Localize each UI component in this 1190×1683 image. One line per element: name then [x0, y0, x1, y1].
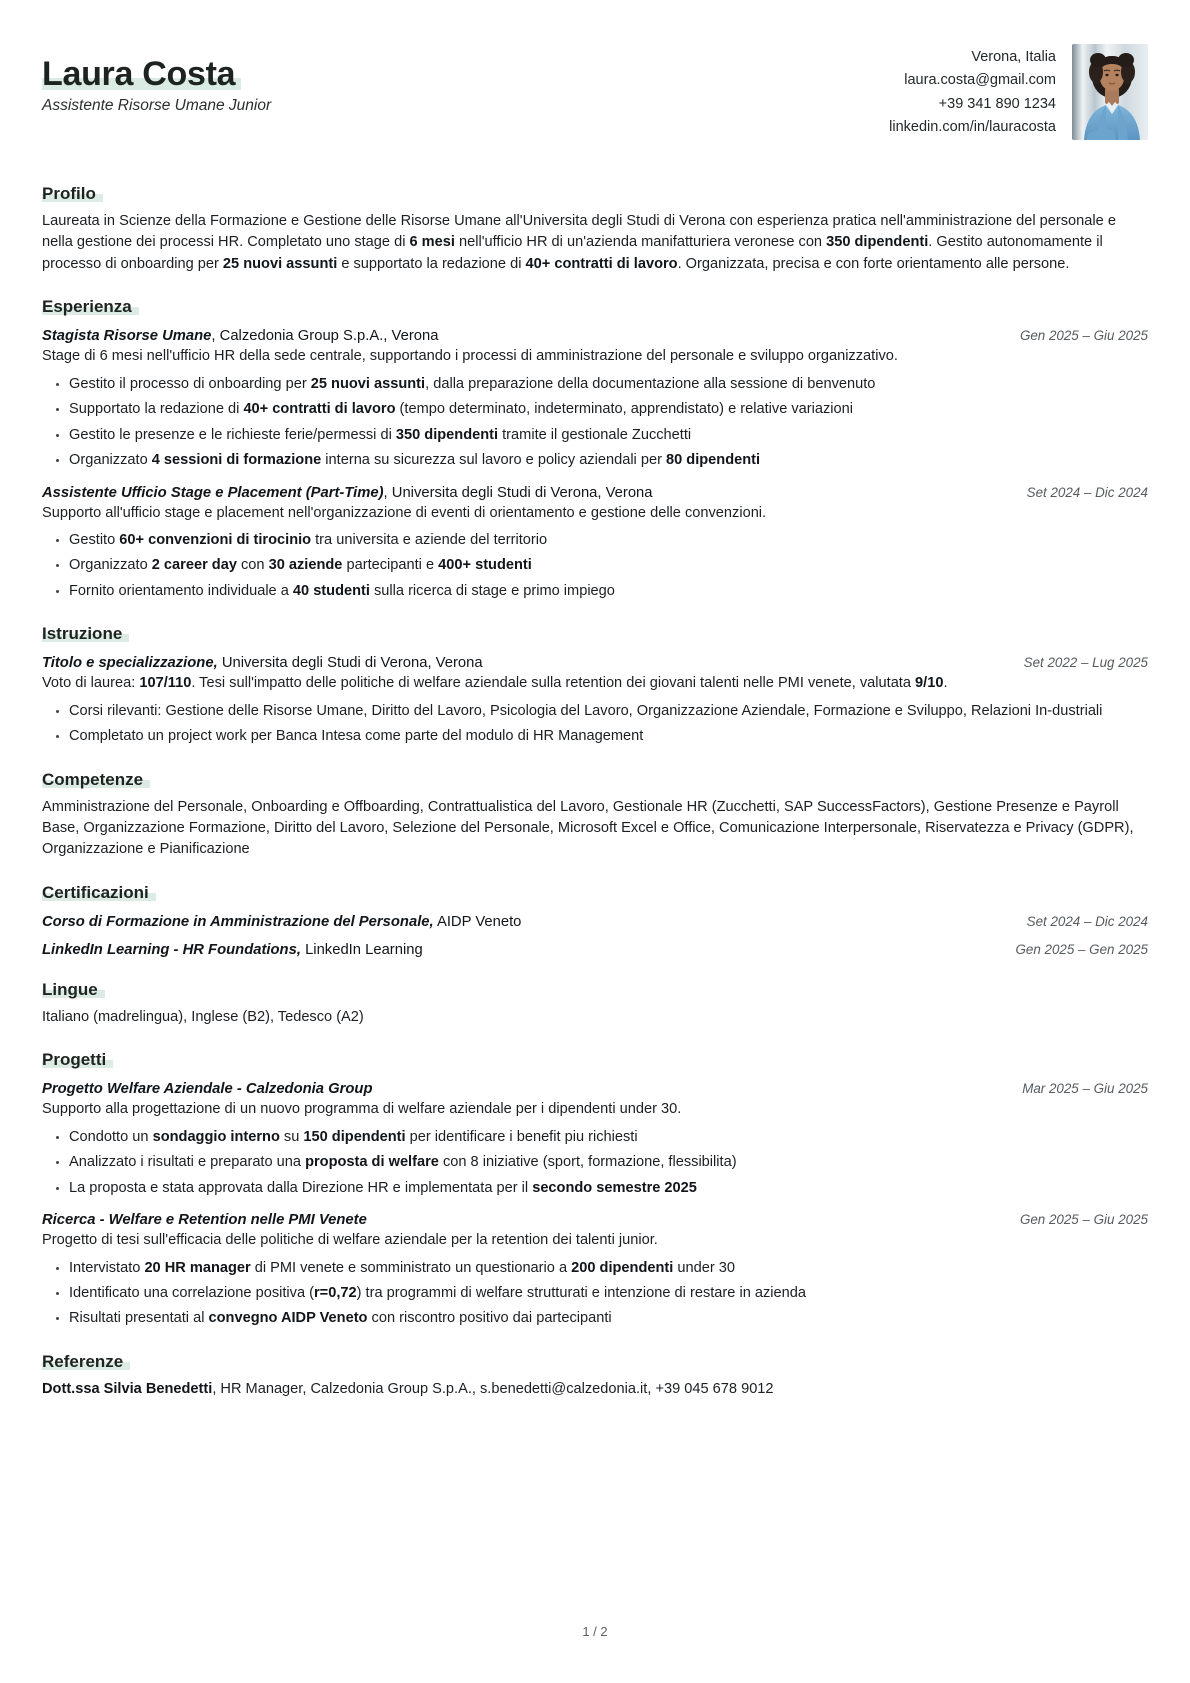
- resume-entry: [42, 914, 1148, 930]
- list-item: Supportato la redazione di 40+ contratti di lavoro (tempo determinato, indeterminato, apprendistato) e relative variazioni: [42, 399, 1148, 420]
- competenze-paragraph: Amministrazione del Personale, Onboarding e Offboarding, Contrattualistica del Lavoro, Gestionale HR (Zucchetti, SAP SuccessFactors), Gestione Presenze e Payroll Base, Organizzazione Formazione, Diritto del Lavoro, Selezione del Personale, Microsoft Excel e Office, Comunicazione Interpersonale, Riservatezza e Privacy (GDPR), Organizzazione e Pianificazione: [42, 798, 1134, 858]
- resume-entry: [42, 485, 1148, 603]
- list-item: Risultati presentati al convegno AIDP Veneto con riscontro positivo dai partecipanti: [42, 1308, 1148, 1329]
- entry-bullet-list: [42, 1127, 1148, 1199]
- entry-bullet-list: [42, 701, 1148, 748]
- entry-title: Assistente Ufficio Stage e Placement (Part-Time), Universita degli Studi di Verona, Verona: [42, 484, 653, 501]
- list-item: Organizzato 2 career day con 30 aziende partecipanti e 400+ studenti: [42, 555, 1148, 576]
- section-competenze: [42, 752, 1148, 861]
- resume-entry: [42, 1212, 1148, 1330]
- list-item: Identificato una correlazione positiva (r=0,72) tra programmi di welfare strutturati e intenzione di restare in azienda: [42, 1283, 1148, 1304]
- section-heading-competenze: Competenze: [42, 770, 143, 790]
- list-item: Gestito le presenze e le richieste ferie/permessi di 350 dipendenti tramite il gestionale Zucchetti: [42, 425, 1148, 446]
- avatar: [1072, 44, 1148, 140]
- resume-entry: [42, 328, 1148, 471]
- entry-summary: Progetto di tesi sull'efficacia delle politiche di welfare aziendale per la retention dei talenti junior.: [42, 1232, 658, 1249]
- section-heading-referenze: Referenze: [42, 1352, 123, 1372]
- entry-date: Gen 2025 – Giu 2025: [1019, 1212, 1148, 1228]
- section-istruzione: [42, 606, 1148, 747]
- contact-phone[interactable]: +39 341 890 1234: [938, 95, 1056, 112]
- entry-bullet-list: [42, 1258, 1148, 1330]
- entry-header-row: [42, 914, 1148, 930]
- entry-title: Ricerca - Welfare e Retention nelle PMI Venete: [42, 1212, 367, 1229]
- contact-location: Verona, Italia: [971, 49, 1056, 65]
- entry-bullet-list: [42, 374, 1148, 472]
- entry-date: Set 2022 – Lug 2025: [1023, 655, 1148, 671]
- entry-summary: Voto di laurea: 107/110. Tesi sull'impatto delle politiche di welfare aziendale sulla retention dei giovani talenti nelle PMI venete, valutata 9/10.: [42, 675, 948, 692]
- entry-header-row: [42, 328, 1148, 344]
- list-item: Organizzato 4 sessioni di formazione interna su sicurezza sul lavoro e policy aziendali per 80 dipendenti: [42, 450, 1148, 471]
- referenze-paragraph: Dott.ssa Silvia Benedetti, HR Manager, Calzedonia Group S.p.A., s.benedetti@calzedonia.it, +39 045 678 9012: [42, 1380, 774, 1397]
- resume-header: [42, 44, 1148, 140]
- entry-header-row: [42, 1212, 1148, 1228]
- entry-header-row: [42, 942, 1148, 958]
- entry-title: Stagista Risorse Umane, Calzedonia Group S.p.A., Verona: [42, 328, 439, 345]
- entry-header-row: [42, 655, 1148, 671]
- identity-block: [42, 44, 271, 115]
- section-profilo: [42, 166, 1148, 275]
- istruzione-entries: [42, 655, 1148, 747]
- list-item: Corsi rilevanti: Gestione delle Risorse Umane, Diritto del Lavoro, Psicologia del Lavoro, Organizzazione Aziendale, Formazione e Sviluppo, Relazioni In-dustriali: [42, 701, 1148, 722]
- contact-email[interactable]: laura.costa@gmail.com: [904, 72, 1056, 89]
- list-item: Intervistato 20 HR manager di PMI venete e somministrato un questionario a 200 dipendenti under 30: [42, 1258, 1148, 1279]
- page-title: Laura Costa: [42, 55, 236, 93]
- section-certificazioni: [42, 865, 1148, 958]
- list-item: La proposta e stata approvata dalla Direzione HR e implementata per il secondo semestre 2025: [42, 1178, 1148, 1199]
- entry-header-row: [42, 485, 1148, 501]
- entry-title: Titolo e specializzazione, Universita degli Studi di Verona, Verona: [42, 655, 483, 672]
- contact-linkedin[interactable]: linkedin.com/in/lauracosta: [889, 119, 1056, 136]
- entry-summary: Supporto all'ufficio stage e placement nell'organizzazione di eventi di orientamento e gestione delle convenzioni.: [42, 504, 767, 521]
- section-esperienza: [42, 279, 1148, 602]
- section-heading-istruzione: Istruzione: [42, 624, 122, 644]
- progetti-entries: [42, 1081, 1148, 1330]
- entry-title: Corso di Formazione in Amministrazione del Personale, AIDP Veneto: [42, 913, 522, 930]
- resume-entry: [42, 942, 1148, 958]
- certificazioni-entries: [42, 914, 1148, 958]
- entry-date: Gen 2025 – Gen 2025: [1015, 941, 1148, 957]
- contact-block: [889, 44, 1056, 140]
- entry-header-row: [42, 1081, 1148, 1097]
- entry-summary: Stage di 6 mesi nell'ufficio HR della sede centrale, supportando i processi di amministrazione del personale e sviluppo organizzativo.: [42, 348, 898, 365]
- resume-entry: [42, 655, 1148, 747]
- section-heading-esperienza: Esperienza: [42, 297, 132, 317]
- section-heading-progetti: Progetti: [42, 1050, 106, 1070]
- section-lingue: [42, 962, 1148, 1028]
- list-item: Gestito 60+ convenzioni di tirocinio tra universita e aziende del territorio: [42, 530, 1148, 551]
- professional-headline: Assistente Risorse Umane Junior: [42, 97, 272, 115]
- list-item: Gestito il processo di onboarding per 25 nuovi assunti, dalla preparazione della documentazione alla sessione di benvenuto: [42, 374, 1148, 395]
- section-referenze: [42, 1334, 1148, 1400]
- list-item: Condotto un sondaggio interno su 150 dipendenti per identificare i benefit piu richiesti: [42, 1127, 1148, 1148]
- lingue-paragraph: Italiano (madrelingua), Inglese (B2), Tedesco (A2): [42, 1008, 364, 1025]
- esperienza-entries: [42, 328, 1148, 602]
- page-indicator: 1 / 2: [582, 1624, 608, 1639]
- entry-title: LinkedIn Learning - HR Foundations, LinkedIn Learning: [42, 941, 423, 958]
- list-item: Analizzato i risultati e preparato una proposta di welfare con 8 iniziative (sport, formazione, flessibilita): [42, 1152, 1148, 1173]
- resume-entry: [42, 1081, 1148, 1199]
- entry-date: Gen 2025 – Giu 2025: [1019, 328, 1148, 344]
- section-heading-lingue: Lingue: [42, 980, 98, 1000]
- entry-summary: Supporto alla progettazione di un nuovo programma di welfare aziendale per i dipendenti under 30.: [42, 1101, 682, 1118]
- entry-date: Set 2024 – Dic 2024: [1026, 913, 1148, 929]
- entry-date: Set 2024 – Dic 2024: [1026, 484, 1148, 500]
- list-item: Fornito orientamento individuale a 40 studenti sulla ricerca di stage e primo impiego: [42, 581, 1148, 602]
- entry-bullet-list: [42, 530, 1148, 602]
- profilo-paragraph: Laureata in Scienze della Formazione e Gestione delle Risorse Umane all'Universita degli Studi di Verona con esperienza pratica nell'amministrazione del personale e nella gestione dei processi HR. Completato uno stage di 6 mesi nell'ufficio HR di un'azienda manifatturiera veronese con 350 dipendenti. Gestito autonomamente il processo di onboarding per 25 nuovi assunti e supportato la redazione di 40+ contratti di lavoro. Organizzata, precisa e con forte orientamento alle persone.: [42, 213, 1116, 272]
- section-heading-certificazioni: Certificazioni: [42, 883, 149, 903]
- entry-title: Progetto Welfare Aziendale - Calzedonia Group: [42, 1081, 373, 1098]
- list-item: Completato un project work per Banca Intesa come parte del modulo di HR Management: [42, 726, 1148, 747]
- section-heading-profilo: Profilo: [42, 184, 96, 204]
- entry-date: Mar 2025 – Giu 2025: [1022, 1081, 1148, 1097]
- section-progetti: [42, 1032, 1148, 1330]
